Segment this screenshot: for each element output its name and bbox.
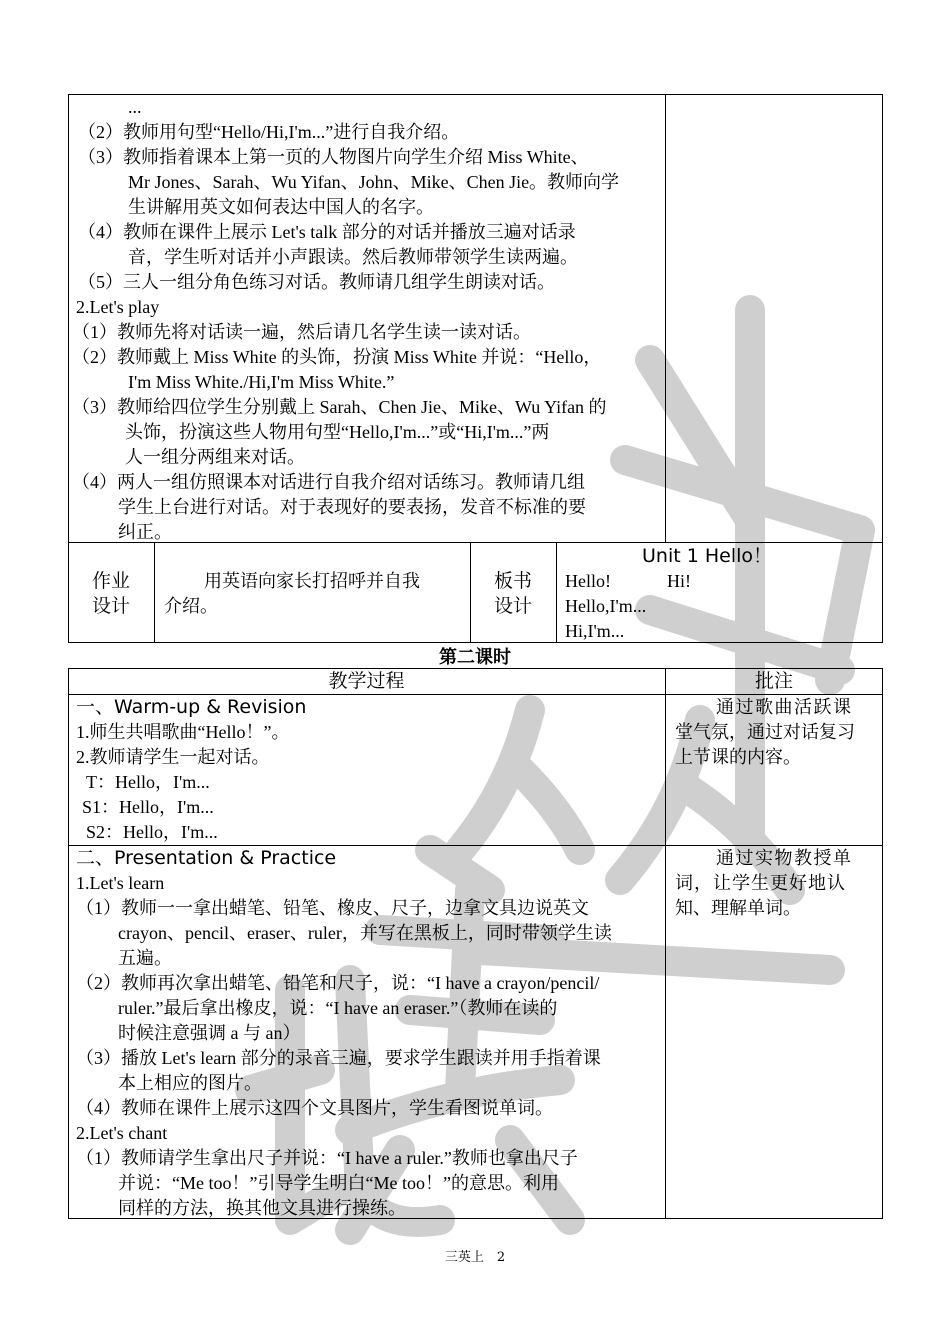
section2-note: 通过实物教授单 <box>716 848 853 868</box>
lesson2-notes-divider <box>665 668 666 1219</box>
process-line: （4）教师在课件上展示 Let's talk 部分的对话并播放三遍对话录 <box>78 222 576 242</box>
board-line: Hello,I'm... <box>565 596 647 616</box>
board-label: 板书 <box>493 570 532 592</box>
section1-line: S1：Hello，I'm... <box>82 797 214 817</box>
homework-text: 用英语向家长打招呼并自我 <box>204 571 420 591</box>
process-line: 音，学生听对话并小声跟读。然后教师带领学生读两遍。 <box>128 247 578 267</box>
section1-line: S2：Hello，I'm... <box>86 822 218 842</box>
section1-line: 2.教师请学生一起对话。 <box>76 747 270 767</box>
homework-text: 介绍。 <box>164 596 218 616</box>
board-label: 设计 <box>493 595 532 617</box>
lesson2-title: 第二课时 <box>439 647 511 668</box>
column-header-process: 教学过程 <box>328 670 405 692</box>
process-line: ... <box>128 97 142 117</box>
section2-line: crayon、pencil、eraser、ruler，并写在黑板上，同时带领学生读 <box>118 923 612 943</box>
section1-line: T：Hello，I'm... <box>86 772 210 792</box>
process-line: I'm Miss White./Hi,I'm Miss White.” <box>128 372 395 392</box>
section2-note: 词，让学生更好地认 <box>675 873 846 893</box>
section2-note: 知、理解单词。 <box>675 898 801 918</box>
section2-line: （2）教师再次拿出蜡笔、铅笔和尺子，说：“I have a crayon/pencil/ <box>76 973 600 993</box>
section1-line: 1.师生共唱歌曲“Hello！”。 <box>76 722 290 742</box>
process-line: （1）教师先将对话读一遍，然后请几名学生读一读对话。 <box>72 322 531 342</box>
section2-line: 时候注意强调 a 与 an） <box>118 1023 301 1043</box>
section2-heading: 二、Presentation & Practice <box>76 847 337 869</box>
section2-line: （1）教师一一拿出蜡笔、铅笔、橡皮、尺子，边拿文具边说英文 <box>76 898 589 918</box>
section2-line: （4）教师在课件上展示这四个文具图片，学生看图说单词。 <box>76 1098 553 1118</box>
page-footer: 三英上 2 <box>444 1250 506 1265</box>
process-line: （5）三人一组分角色练习对话。教师请几组学生朗读对话。 <box>78 272 555 292</box>
process-line: 人一组分两组来对话。 <box>125 447 305 467</box>
process-line: 2.Let's play <box>76 297 160 317</box>
section1-note: 堂气氛，通过对话复习 <box>675 722 855 742</box>
column-header-notes: 批注 <box>754 670 793 692</box>
process-line: （3）教师给四位学生分别戴上 Sarah、Chen Jie、Mike、Wu Yifan 的 <box>72 397 607 417</box>
process-line: Mr Jones、Sarah、Wu Yifan、John、Mike、Chen Jie。教师向学 <box>128 172 620 192</box>
lesson1-notes-divider <box>665 94 666 543</box>
process-line: 纠正。 <box>118 522 172 542</box>
section2-line: 2.Let's chant <box>76 1123 168 1143</box>
board-line: Hi,I'm... <box>565 621 625 641</box>
homework-label: 作业 <box>91 570 130 592</box>
section2-line: （1）教师请学生拿出尺子并说：“I have a ruler.”教师也拿出尺子 <box>76 1148 578 1168</box>
board-line: Hi! <box>667 571 691 591</box>
section2-line: ruler.”最后拿出橡皮，说：“I have an eraser.”（教师在读的 <box>118 998 558 1018</box>
section2-line: 并说：“Me too！”引导学生明白“Me too！”的意思。利用 <box>118 1173 559 1193</box>
process-line: （3）教师指着课本上第一页的人物图片向学生介绍 Miss White、 <box>78 147 589 167</box>
process-line: 生讲解用英文如何表达中国人的名字。 <box>128 197 434 217</box>
process-line: （2）教师戴上 Miss White 的头饰，扮演 Miss White 并说：“Hello， <box>72 347 602 367</box>
board-line: Hello! <box>565 571 611 591</box>
lesson1-row-divider <box>68 542 883 543</box>
section2-line: 本上相应的图片。 <box>118 1073 262 1093</box>
section1-heading: 一、Warm-up & Revision <box>76 696 307 718</box>
process-line: （4）两人一组仿照课本对话进行自我介绍对话练习。教师请几组 <box>72 472 585 492</box>
homework-label-divider <box>154 542 155 643</box>
process-line: 学生上台进行对话。对于表现好的要表扬，发音不标准的要 <box>118 497 586 517</box>
section1-note: 上节课的内容。 <box>675 747 801 767</box>
homework-label: 设计 <box>91 595 130 617</box>
section1-note: 通过歌曲活跃课 <box>716 697 853 717</box>
section2-line: 1.Let's learn <box>76 873 165 893</box>
section2-line: 同样的方法，换其他文具进行操练。 <box>118 1198 406 1218</box>
section2-line: （3）播放 Let's learn 部分的录音三遍，要求学生跟读并用手指着课 <box>76 1048 601 1068</box>
process-line: 头饰，扮演这些人物用句型“Hello,I'm...”或“Hi,I'm...”两 <box>125 422 550 442</box>
board-label-divider <box>556 542 557 643</box>
board-title: Unit 1 Hello！ <box>642 545 773 567</box>
process-line: （2）教师用句型“Hello/Hi,I'm...”进行自我介绍。 <box>78 122 460 142</box>
section2-line: 五遍。 <box>118 948 172 968</box>
